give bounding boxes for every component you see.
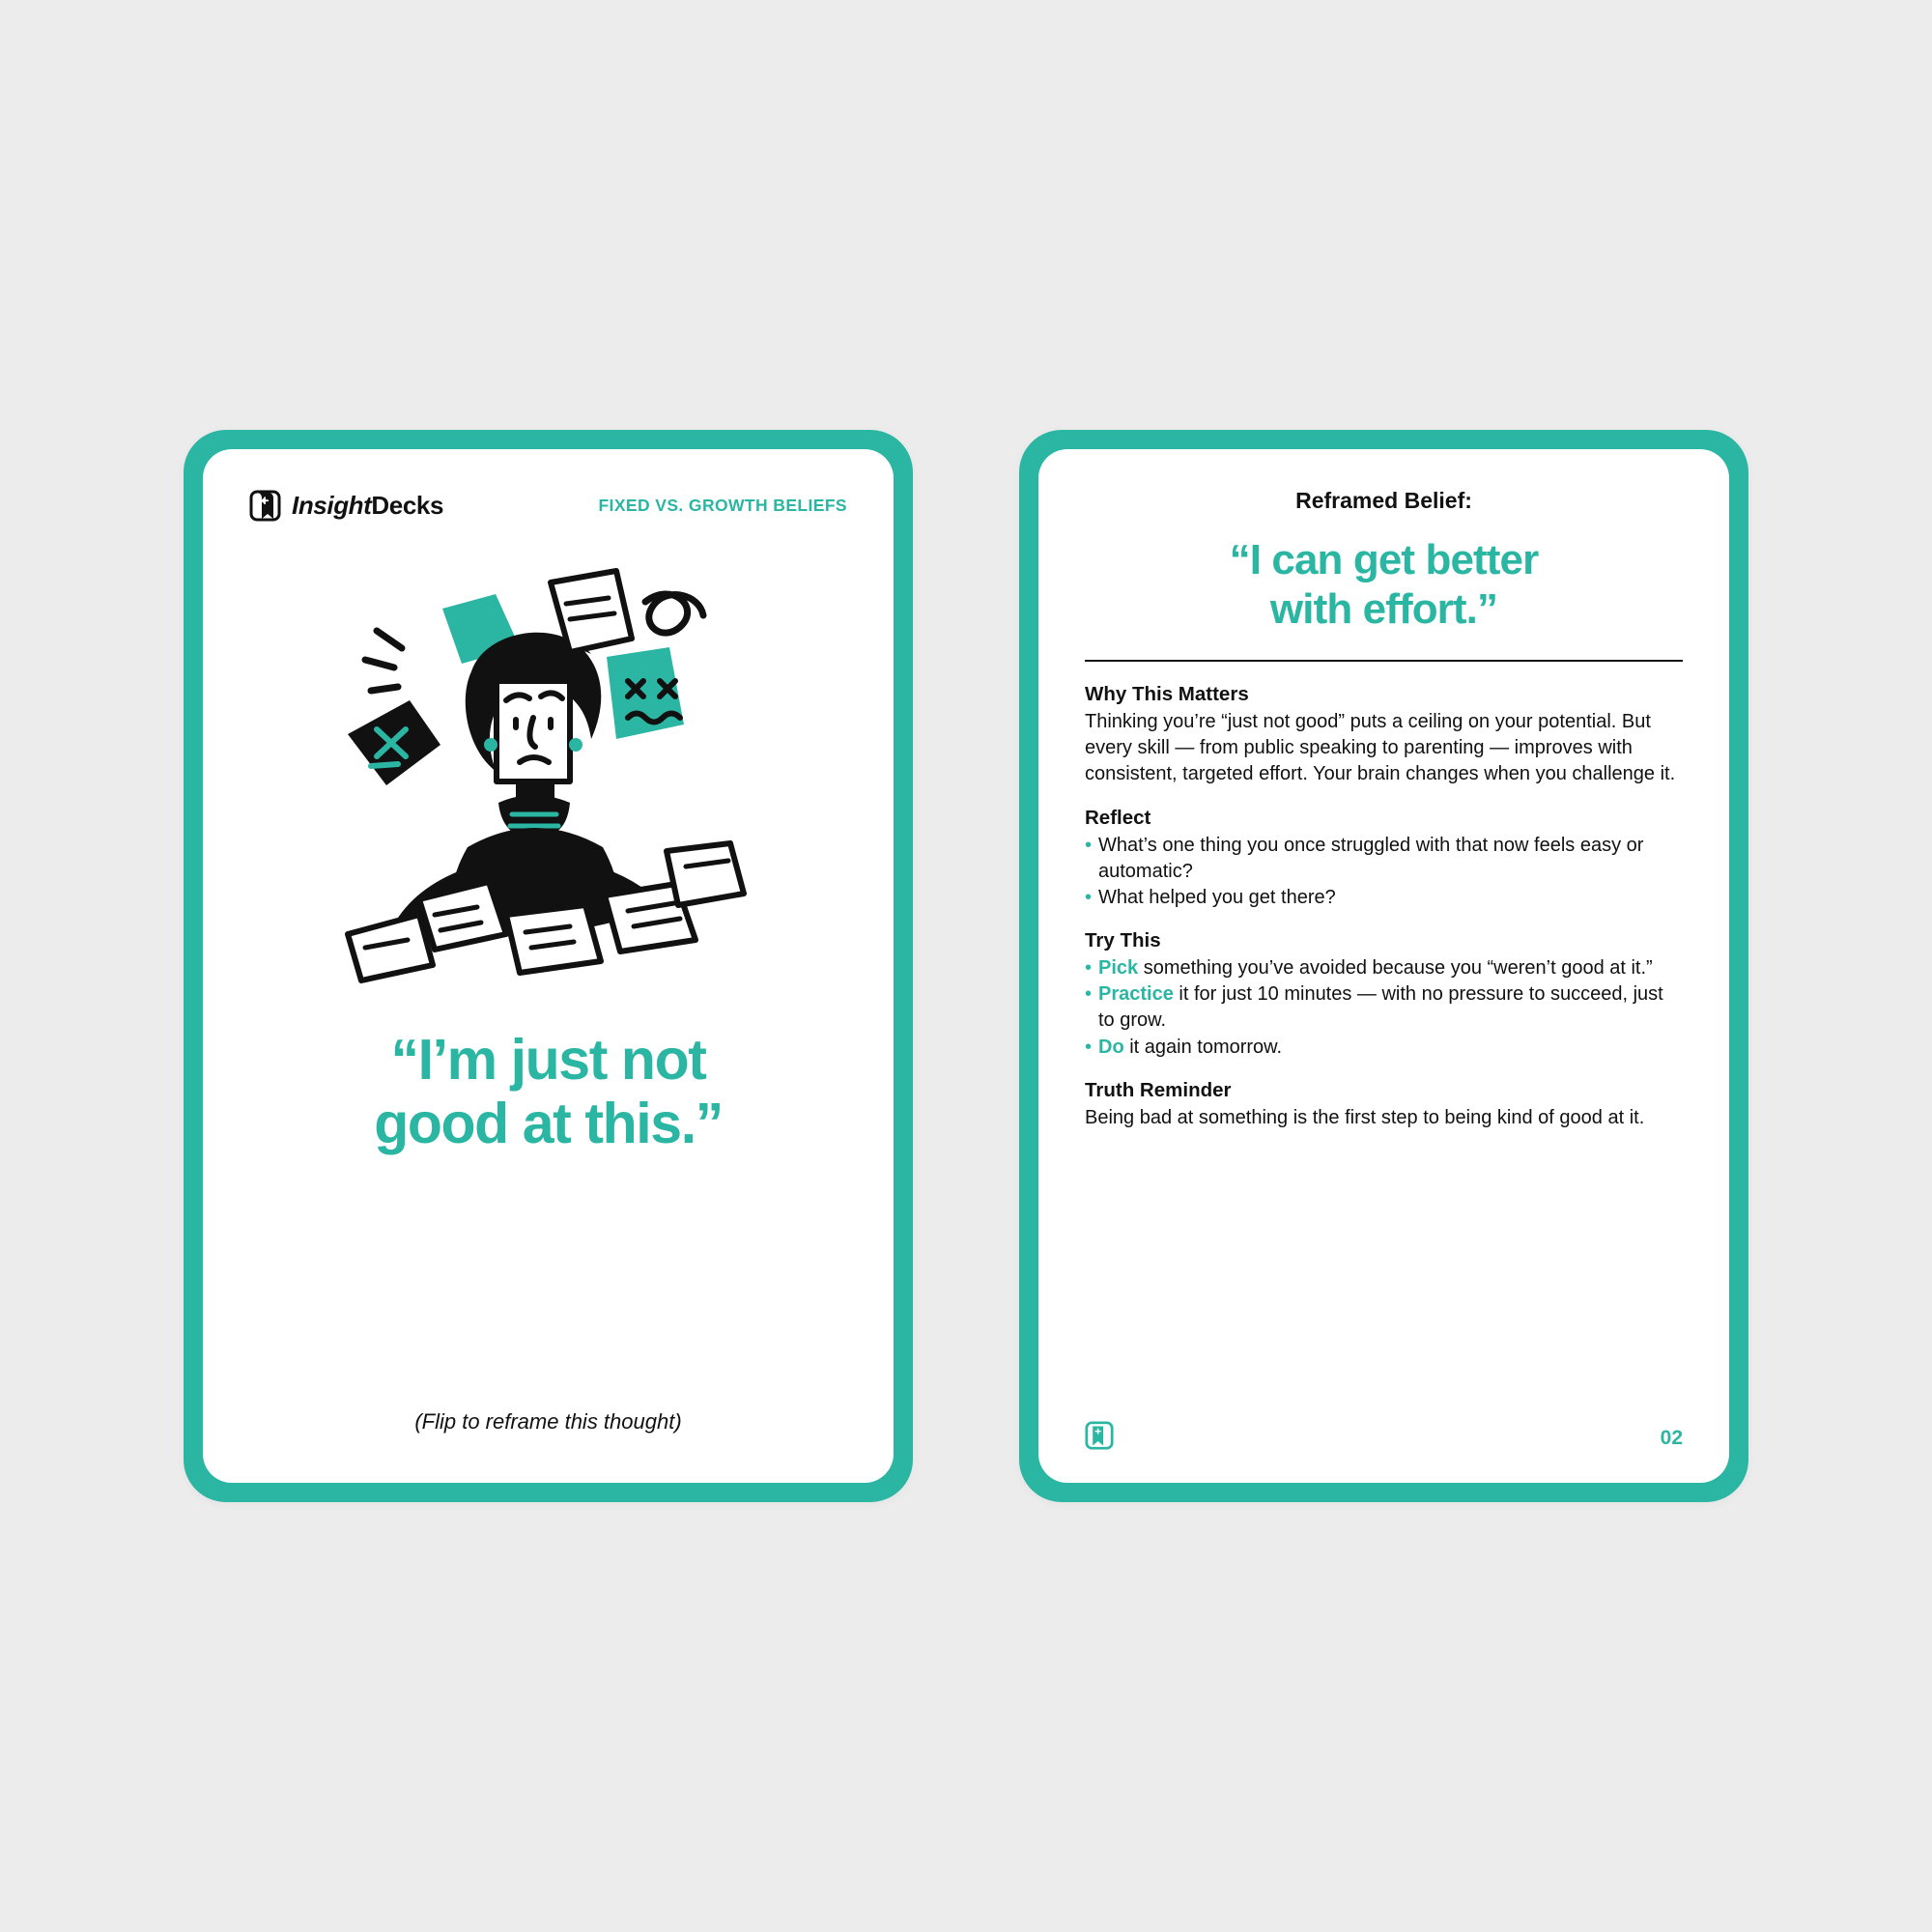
list-item [1085, 981, 1683, 1034]
try-this-list [1085, 955, 1683, 1061]
back-quote-line-1: “I can get better [1229, 536, 1539, 583]
card-front-header [249, 490, 847, 522]
front-quote-line-2: good at this.” [374, 1092, 723, 1156]
list-item: • What helped you get there? [1085, 885, 1683, 911]
card-back[interactable] [1019, 430, 1748, 1502]
card-back-inner [1038, 449, 1729, 1483]
reframed-belief-label: Reframed Belief: [1295, 488, 1472, 513]
section-reflect [1085, 807, 1683, 912]
list-item-text: something you’ve avoided because you “weren’t good at it.” [1138, 957, 1653, 980]
card-front-inner [203, 449, 894, 1483]
front-footnote: (Flip to reframe this thought) [414, 1409, 682, 1434]
brand-wordmark [292, 491, 443, 521]
brand-word-insight: Insight [292, 491, 372, 520]
section-heading-try: Try This [1085, 929, 1161, 952]
frustrated-person-with-papers-illustration [249, 551, 847, 995]
list-item-keyword: Do [1098, 1036, 1124, 1058]
section-body-why: Thinking you’re “just not good” puts a ceiling on your potential. But every skill — from public speaking to parenting — improves with consistent, targeted effort. Your brain changes when you challenge it. [1085, 710, 1676, 785]
divider [1085, 660, 1683, 662]
section-try-this [1085, 929, 1683, 1061]
page-number: 02 [1660, 1427, 1683, 1449]
list-item: • What’s one thing you once struggled with that now feels easy or automatic? [1085, 833, 1683, 885]
list-item [1085, 955, 1683, 981]
section-heading-why: Why This Matters [1085, 682, 1249, 705]
list-item-keyword: Practice [1098, 983, 1174, 1006]
back-quote [1085, 535, 1683, 635]
section-truth-reminder [1085, 1079, 1683, 1131]
list-item-keyword: Pick [1098, 957, 1139, 980]
section-heading-truth: Truth Reminder [1085, 1078, 1232, 1101]
brand-word-decks: Decks [371, 491, 444, 520]
card-back-footer [1085, 1404, 1683, 1450]
front-quote [249, 1028, 847, 1155]
section-why-this-matters [1085, 683, 1683, 788]
list-item [1085, 1035, 1683, 1061]
book-mark-icon [1085, 1421, 1114, 1450]
list-item-text: it for just 10 minutes — with no pressure to succeed, just to grow. [1098, 983, 1663, 1032]
back-quote-line-2: with effort.” [1269, 585, 1498, 634]
section-body-truth: Being bad at something is the first step to being kind of good at it. [1085, 1106, 1645, 1128]
section-heading-reflect: Reflect [1085, 806, 1151, 829]
front-quote-line-1: “I’m just not [390, 1028, 706, 1092]
brand [249, 490, 443, 522]
card-front[interactable] [184, 430, 913, 1502]
list-item-text: it again tomorrow. [1123, 1036, 1283, 1058]
book-mark-icon [249, 490, 281, 522]
reflect-list [1085, 833, 1683, 912]
deck-topic-label: FIXED VS. GROWTH BELIEFS [598, 496, 847, 515]
